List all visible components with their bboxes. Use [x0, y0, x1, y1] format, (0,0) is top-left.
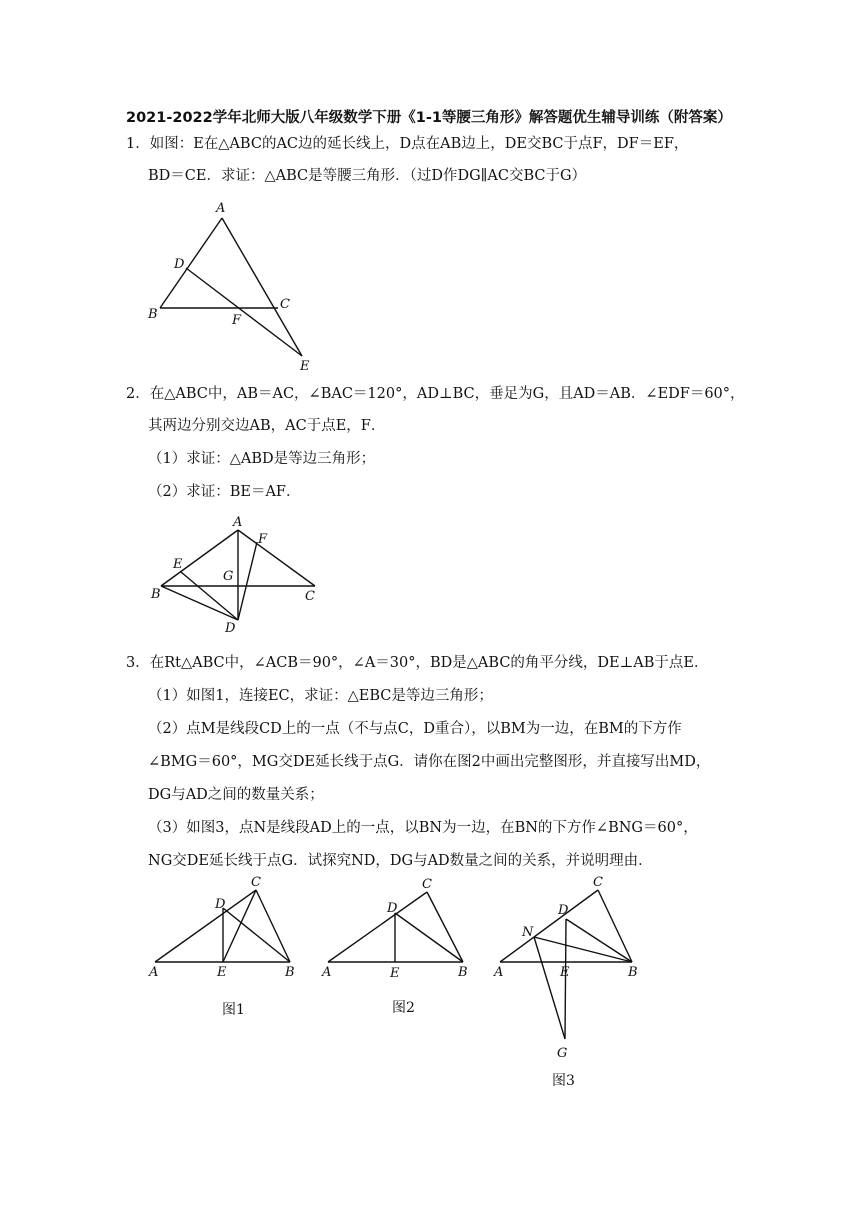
q3-part1: （1）如图1，连接EC，求证：△EBC是等边三角形； — [148, 688, 493, 704]
fig1-segment-ec — [223, 890, 256, 962]
q2-label-d: D — [225, 621, 236, 636]
fig3-label-d: D — [558, 903, 569, 918]
q3-part3-line1: （3）如图3，点N是线段AD上的一点，以BN为一边，在BN的下方作∠BNG＝60°， — [148, 820, 698, 836]
q2-figure — [145, 512, 335, 640]
fig3-label-c: C — [593, 875, 603, 890]
q1-text-line1: 1．如图：E在△ABC的AC边的延长线上，D点在AB边上，DE交BC于点F，DF＝EF， — [126, 136, 689, 152]
document-title: 2021-2022学年北师大版八年级数学下册《1-1等腰三角形》解答题优生辅导训练（附答案） — [126, 110, 732, 126]
q1-figure — [140, 196, 330, 376]
fig3-label-g: G — [557, 1046, 568, 1061]
fig1-label-e: E — [217, 965, 227, 980]
fig3-label-b: B — [628, 965, 638, 980]
q3-figure-1 — [145, 874, 305, 984]
fig3-segment-ac — [500, 890, 598, 962]
q2-label-e: E — [173, 557, 183, 572]
q3-figure-2 — [318, 874, 478, 984]
fig2-segment-ac — [328, 892, 427, 962]
fig1-label-a: A — [149, 965, 159, 980]
fig2-label-b: B — [458, 965, 468, 980]
q2-label-g: G — [223, 569, 234, 584]
fig3-caption: 图3 — [552, 1073, 575, 1089]
fig2-label-d: D — [387, 901, 398, 916]
fig1-label-d: D — [215, 897, 226, 912]
fig3-segment-ng — [534, 937, 565, 1039]
fig2-label-c: C — [422, 877, 432, 892]
fig3-label-e: E — [560, 965, 570, 980]
q3-part2-line1: （2）点M是线段CD上的一点（不与点C，D重合），以BM为一边，在BM的下方作 — [148, 721, 682, 737]
q2-text-line1: 2．在△ABC中，AB＝AC，∠BAC＝120°，AD⊥BC，垂足为G，且AD＝AB．∠EDF＝60°， — [126, 386, 745, 402]
q3-part3-line2: NG交DE延长线于点G．试探究ND，DG与AD数量之间的关系，并说明理由． — [148, 853, 653, 869]
q2-segment-ac — [238, 530, 315, 586]
q1-label-d: D — [174, 257, 185, 272]
q3-text-line1: 3．在Rt△ABC中，∠ACB＝90°，∠A＝30°，BD是△ABC的角平分线，DE⊥AB于点E． — [126, 655, 709, 671]
q1-label-a: A — [216, 201, 226, 216]
q1-label-c: C — [280, 297, 290, 312]
fig2-label-a: A — [322, 965, 332, 980]
q3-part2-line2: ∠BMG＝60°，MG交DE延长线于点G．请你在图2中画出完整图形，并直接写出MD， — [148, 754, 711, 770]
q2-part1: （1）求证：△ABD是等边三角形； — [148, 451, 376, 467]
q1-segment-de — [186, 268, 302, 356]
q2-segment-fd — [238, 542, 257, 620]
q2-label-f: F — [258, 532, 268, 547]
q2-label-b: B — [151, 587, 161, 602]
q1-label-e: E — [300, 359, 310, 374]
q1-segment-ae — [222, 218, 302, 356]
q2-label-a: A — [233, 515, 243, 530]
q3-part2-line3: DG与AD之间的数量关系； — [148, 787, 324, 803]
q2-label-c: C — [305, 589, 315, 604]
fig1-caption: 图1 — [222, 1002, 245, 1018]
fig3-segment-nb — [534, 937, 632, 962]
fig1-segment-db — [223, 908, 290, 962]
fig2-segment-db — [395, 913, 463, 962]
fig1-segment-cb — [256, 890, 290, 962]
fig1-label-c: C — [251, 875, 261, 890]
fig3-label-a: A — [494, 965, 504, 980]
fig2-caption: 图2 — [392, 1000, 415, 1016]
fig1-label-b: B — [285, 965, 295, 980]
q1-segment-ab — [160, 218, 222, 308]
fig1-segment-ac — [155, 890, 256, 962]
q1-text-line2: BD＝CE．求证：△ABC是等腰三角形．（过D作DG∥AC交BC于G） — [148, 168, 587, 184]
fig3-label-n: N — [522, 925, 534, 940]
q1-label-f: F — [232, 313, 242, 328]
q1-label-b: B — [148, 307, 158, 322]
q3-figure-3 — [490, 874, 650, 1064]
q2-segment-bd — [161, 586, 238, 620]
q2-text-line2: 其两边分别交边AB，AC于点E，F． — [148, 418, 386, 434]
q2-part2: （2）求证：BE＝AF． — [148, 484, 301, 500]
fig2-segment-cb — [427, 892, 463, 962]
fig2-label-e: E — [390, 966, 400, 981]
